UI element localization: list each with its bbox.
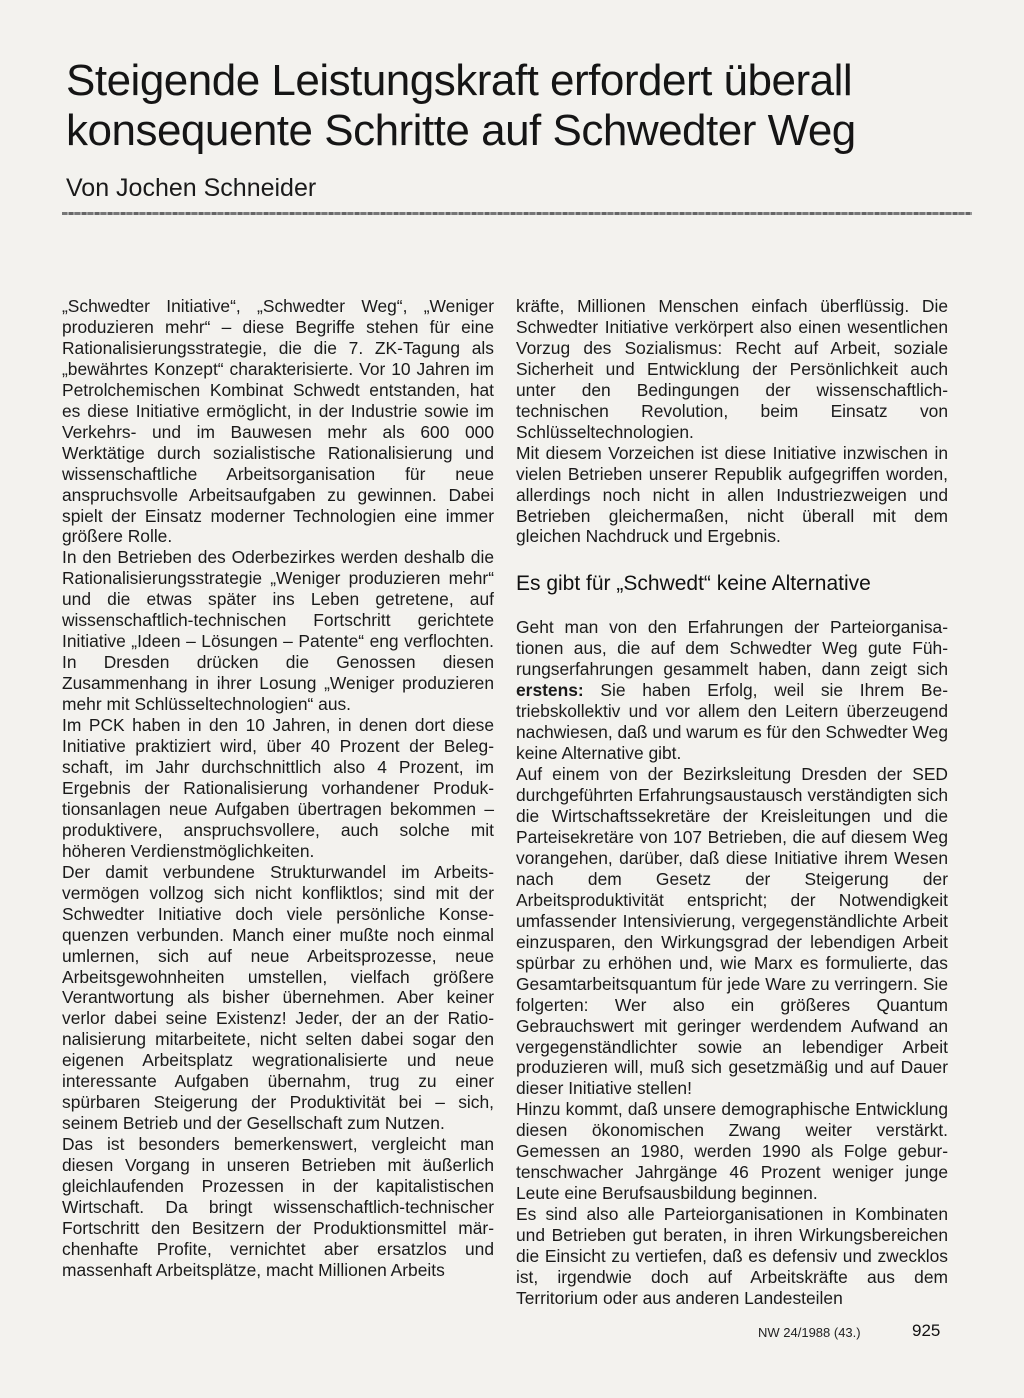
paragraph: Es sind also alle Parteiorganisationen in Kombinaten und Betrieben gut beraten, in ihren Wirkungsbereichen die Einsicht zu vertiefen, daß es defensiv und zwecklos ist, irgendwie doch auf Arbeitskräfte aus dem Territorium oder aus anderen Landesteilen xyxy=(516,1204,948,1308)
paragraph: Mit diesem Vorzeichen ist diese Initiative inzwischen in vielen Betrieben unserer Republik aufgegriffen worden, allerdings noch nicht in allen Industriezweigen und Betrieben gleichermaßen, nicht überall mit dem gleichen Nachdruck und Ergebnis. xyxy=(516,442,948,547)
paragraph: Im PCK haben in den 10 Jahren, in denen dort diese Initiative praktiziert wird, über 40 Prozent der Belegschaft, im Jahr durchschnittlich also 4 Prozent, im Ergebnis der Rationalisierung vorhandener Produktionsanlagen neue Aufgaben übertragen bekommen – produktivere, anspruchsvollere, auch solche mit höheren Verdienstmöglichkeiten. xyxy=(62,715,494,861)
paragraph: Der damit verbundene Strukturwandel im Arbeitsvermögen vollzog sich nicht konfliktlos; sind mit der Schwedter Initiative doch viele persönliche Konsequenzen verbunden. Manch einer mußte noch einmal umlernen, sich auf neue Arbeitsprozesse, neue Arbeitsgewohnheiten umstellen, vielfach größere Verantwortung als bisher übernehmen. Aber keiner verlor dabei seine Existenz! Jeder, der an der Rationalisierung mitarbeitete, nicht selten dabei sogar den eigenen Arbeitsplatz wegrationalisierte und neue interessante Aufgaben übernahm, trug zu einer spürbaren Steigerung der Produktivität bei – sich, seinem Betrieb und der Gesellschaft zum Nutzen. xyxy=(62,861,494,1134)
paragraph: In den Betrieben des Oderbezirkes werden deshalb die Rationalisierungsstrategie „Weniger produzieren mehr“ und die etwas später ins Leben getretene, auf wissenschaftlich-technischen Fortschritt gerichtete Initiative „Ideen – Lösungen – Patente“ eng verflochten. In Dresden drücken die Genossen diesen Zusammenhang in ihrer Losung „Weniger produzieren mehr mit Schlüsseltechnologien“ aus. xyxy=(62,547,494,715)
paragraph: kräfte, Millionen Menschen einfach überflüssig. Die Schwedter Initiative verkörpert also einen wesentlichen Vorzug des Sozialismus: Recht auf Arbeit, soziale Sicherheit und Entwicklung der Persönlichkeit auch unter den Bedingungen der wissenschaftlich-technischen Revolution, beim Einsatz von Schlüsseltechnologien. xyxy=(516,296,948,442)
paragraph-text: Sie haben Erfolg, weil sie Ihrem Betriebskollektiv und vor allem den Leitern überzeugend nachwiesen, daß und warum es für den Schwedter Weg keine Alternative gibt. xyxy=(516,680,948,764)
paragraph: „Schwedter Initiative“, „Schwedter Weg“, „Weniger produzieren mehr“ – diese Begriffe stehen für eine Rationalisierungsstrategie, die die 7. ZK-Tagung als „bewährtes Konzept“ charakterisierte. Vor 10 Jahren im Petrolchemischen Kombinat Schwedt entstanden, hat es diese Initiative ermöglicht, in der Industrie sowie im Verkehrs- und im Bauwesen mehr als 600 000 Werktätige durch sozialistische Rationalisierung und wissenschaftliche Arbeitsorganisation für neue anspruchsvolle Arbeitsaufgaben zu gewinnen. Dabei spielt der Einsatz moderner Technologien eine immer größere Rolle. xyxy=(62,296,494,547)
right-column xyxy=(516,296,948,1309)
article-author: Von Jochen Schneider xyxy=(66,174,317,202)
paragraph xyxy=(516,617,948,764)
article-title-line-1: Steigende Leistungskraft erfordert überall xyxy=(66,56,853,105)
issue-reference: NW 24/1988 (43.) xyxy=(758,1325,861,1340)
paragraph-text: Geht man von den Erfahrungen der Parteiorganisationen aus, die auf dem Schwedter Weg gute Führungserfahrungen gesammelt haben, dann zeigt sich xyxy=(516,617,948,680)
article-title-line-2: konsequente Schritte auf Schwedter Weg xyxy=(66,106,856,155)
section-subheading: Es gibt für „Schwedt“ keine Alternative xyxy=(516,572,871,596)
emphasis-text: erstens: xyxy=(516,680,584,701)
page-number: 925 xyxy=(912,1321,941,1340)
article-title xyxy=(66,56,926,156)
paragraph: Das ist besonders bemerkenswert, vergleicht man diesen Vorgang in unseren Betrieben mit äußerlich gleichlaufenden Prozessen in der kapitalistischen Wirtschaft. Da bringt wissenschaftlich-technischer Fortschritt den Besitzern der Produktionsmittel märchenhafte Profite, vernichtet aber ersatzlos und massenhaft Arbeitsplätze, macht Millionen Arbeits xyxy=(62,1134,494,1280)
left-column xyxy=(62,296,494,1281)
title-divider xyxy=(62,212,972,215)
paragraph: Hinzu kommt, daß unsere demographische Entwicklung diesen ökonomischen Zwang weiter verstärkt. Gemessen an 1980, werden 1990 als Folge geburtenschwacher Jahrgänge 46 Prozent weniger junge Leute eine Berufsausbildung beginnen. xyxy=(516,1099,948,1204)
paragraph: Auf einem von der Bezirksleitung Dresden der SED durchgeführten Erfahrungsaustausch verständigten sich die Wirtschaftssekretäre der Kreisleitungen und die Parteisekretäre von 107 Betrieben, die auf diesem Weg vorangehen, darüber, daß diese Initiative ihrem Wesen nach dem Gesetz der Steigerung der Arbeitsproduktivität entspricht; der Notwendigkeit umfassender Intensivierung, vergegenständlichte Arbeit einzusparen, den Wirkungsgrad der lebendigen Arbeit spürbar zu erhöhen und, wie Marx es formulierte, das Gesamtarbeitsquantum für jede Ware zu verringern. Sie folgerten: Wer also ein größeres Quantum Gebrauchswert mit geringer werdendem Aufwand an vergegenständlichter sowie an lebendiger Arbeit produzieren will, muß sich gesetzmäßig und auf Dauer dieser Initiative stellen! xyxy=(516,764,948,1099)
